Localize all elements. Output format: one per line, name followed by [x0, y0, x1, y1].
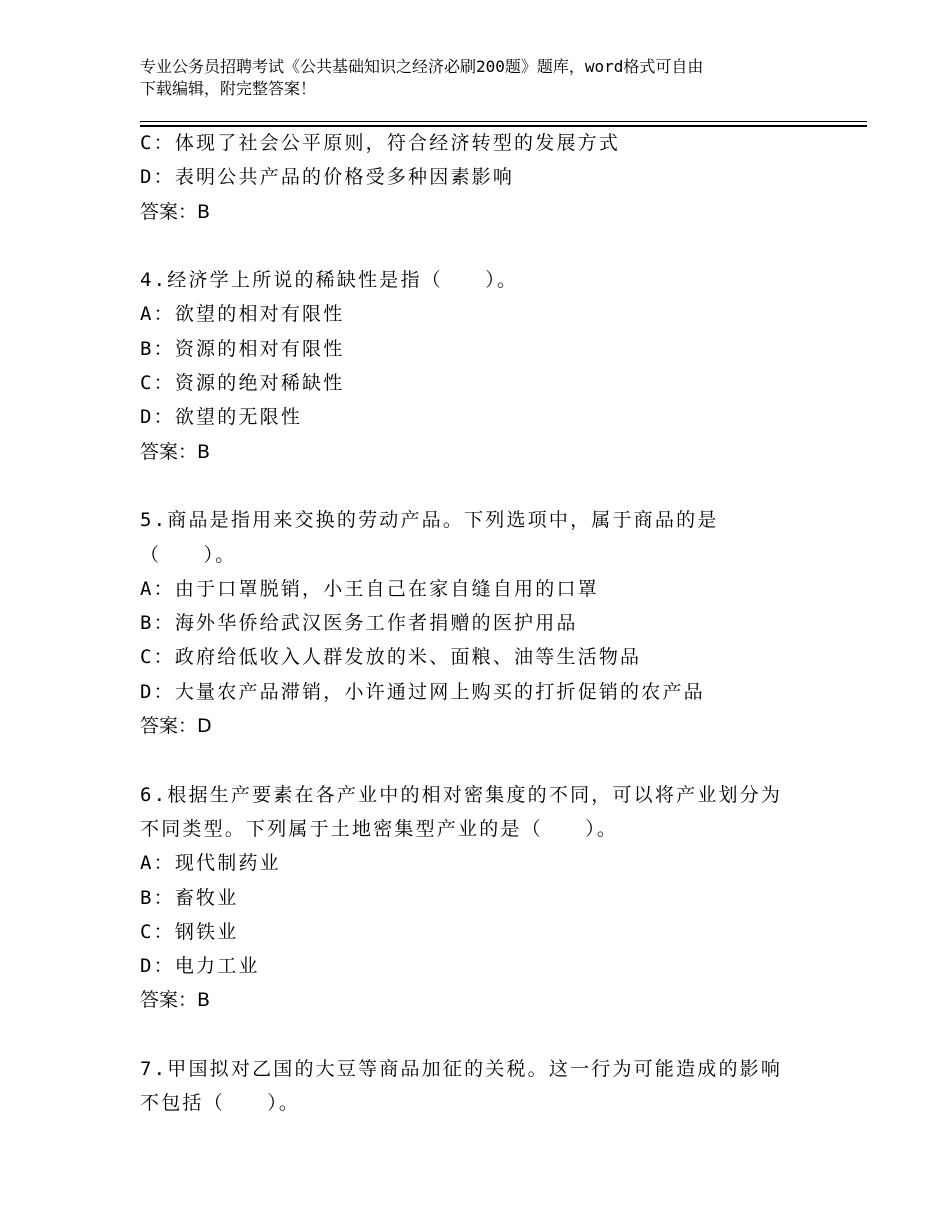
header-title-line1: 专业公务员招聘考试《公共基础知识之经济必刷200题》题库，word格式可自由 — [140, 57, 704, 76]
question-stem-line2: 不同类型。下列属于土地密集型产业的是（ ）。 — [140, 817, 619, 840]
question-list — [140, 126, 840, 1121]
question-stem-line1: 7.甲国拟对乙国的大豆等商品加征的关税。这一行为可能造成的影响 — [140, 1058, 783, 1081]
question-6 — [140, 778, 840, 1018]
option-c: C：资源的绝对稀缺性 — [140, 372, 345, 395]
question-stem-line2: （ ）。 — [140, 543, 237, 566]
question-stem: 4.经济学上所说的稀缺性是指（ ）。 — [140, 269, 519, 292]
option-d: D：电力工业 — [140, 955, 260, 978]
header-rule-thin — [140, 121, 867, 122]
option-b: B：资源的相对有限性 — [140, 337, 345, 360]
document-header — [140, 56, 820, 100]
option-d: D：表明公共产品的价格受多种因素影响 — [140, 166, 515, 189]
option-d: D：大量农产品滞销，小许通过网上购买的打折促销的农产品 — [140, 680, 705, 703]
question-5 — [140, 503, 840, 743]
option-b: B：海外华侨给武汉医务工作者捐赠的医护用品 — [140, 612, 578, 635]
answer: 答案：D — [140, 715, 212, 738]
option-c: C：体现了社会公平原则，符合经济转型的发展方式 — [140, 132, 621, 154]
question-7 — [140, 1052, 840, 1121]
option-c: C：政府给低收入人群发放的米、面粮、油等生活物品 — [140, 646, 642, 669]
option-a: A：由于口罩脱销，小王自己在家自缝自用的口罩 — [140, 577, 599, 600]
question-stem-line1: 6.根据生产要素在各产业中的相对密集度的不同，可以将产业划分为 — [140, 783, 783, 806]
option-c: C：钢铁业 — [140, 920, 239, 943]
answer: 答案：B — [140, 200, 211, 223]
question-3 — [140, 126, 840, 229]
question-stem-line2: 不包括（ ）。 — [140, 1092, 301, 1115]
option-a: A：现代制药业 — [140, 852, 281, 875]
question-4 — [140, 263, 840, 469]
option-b: B：畜牧业 — [140, 886, 239, 909]
question-stem-line1: 5.商品是指用来交换的劳动产品。下列选项中，属于商品的是 — [140, 509, 719, 532]
header-title-line2: 下载编辑，附完整答案！ — [140, 79, 317, 98]
answer: 答案：B — [140, 440, 211, 463]
option-d: D：欲望的无限性 — [140, 406, 303, 429]
option-a: A：欲望的相对有限性 — [140, 303, 345, 326]
answer: 答案：B — [140, 989, 211, 1012]
